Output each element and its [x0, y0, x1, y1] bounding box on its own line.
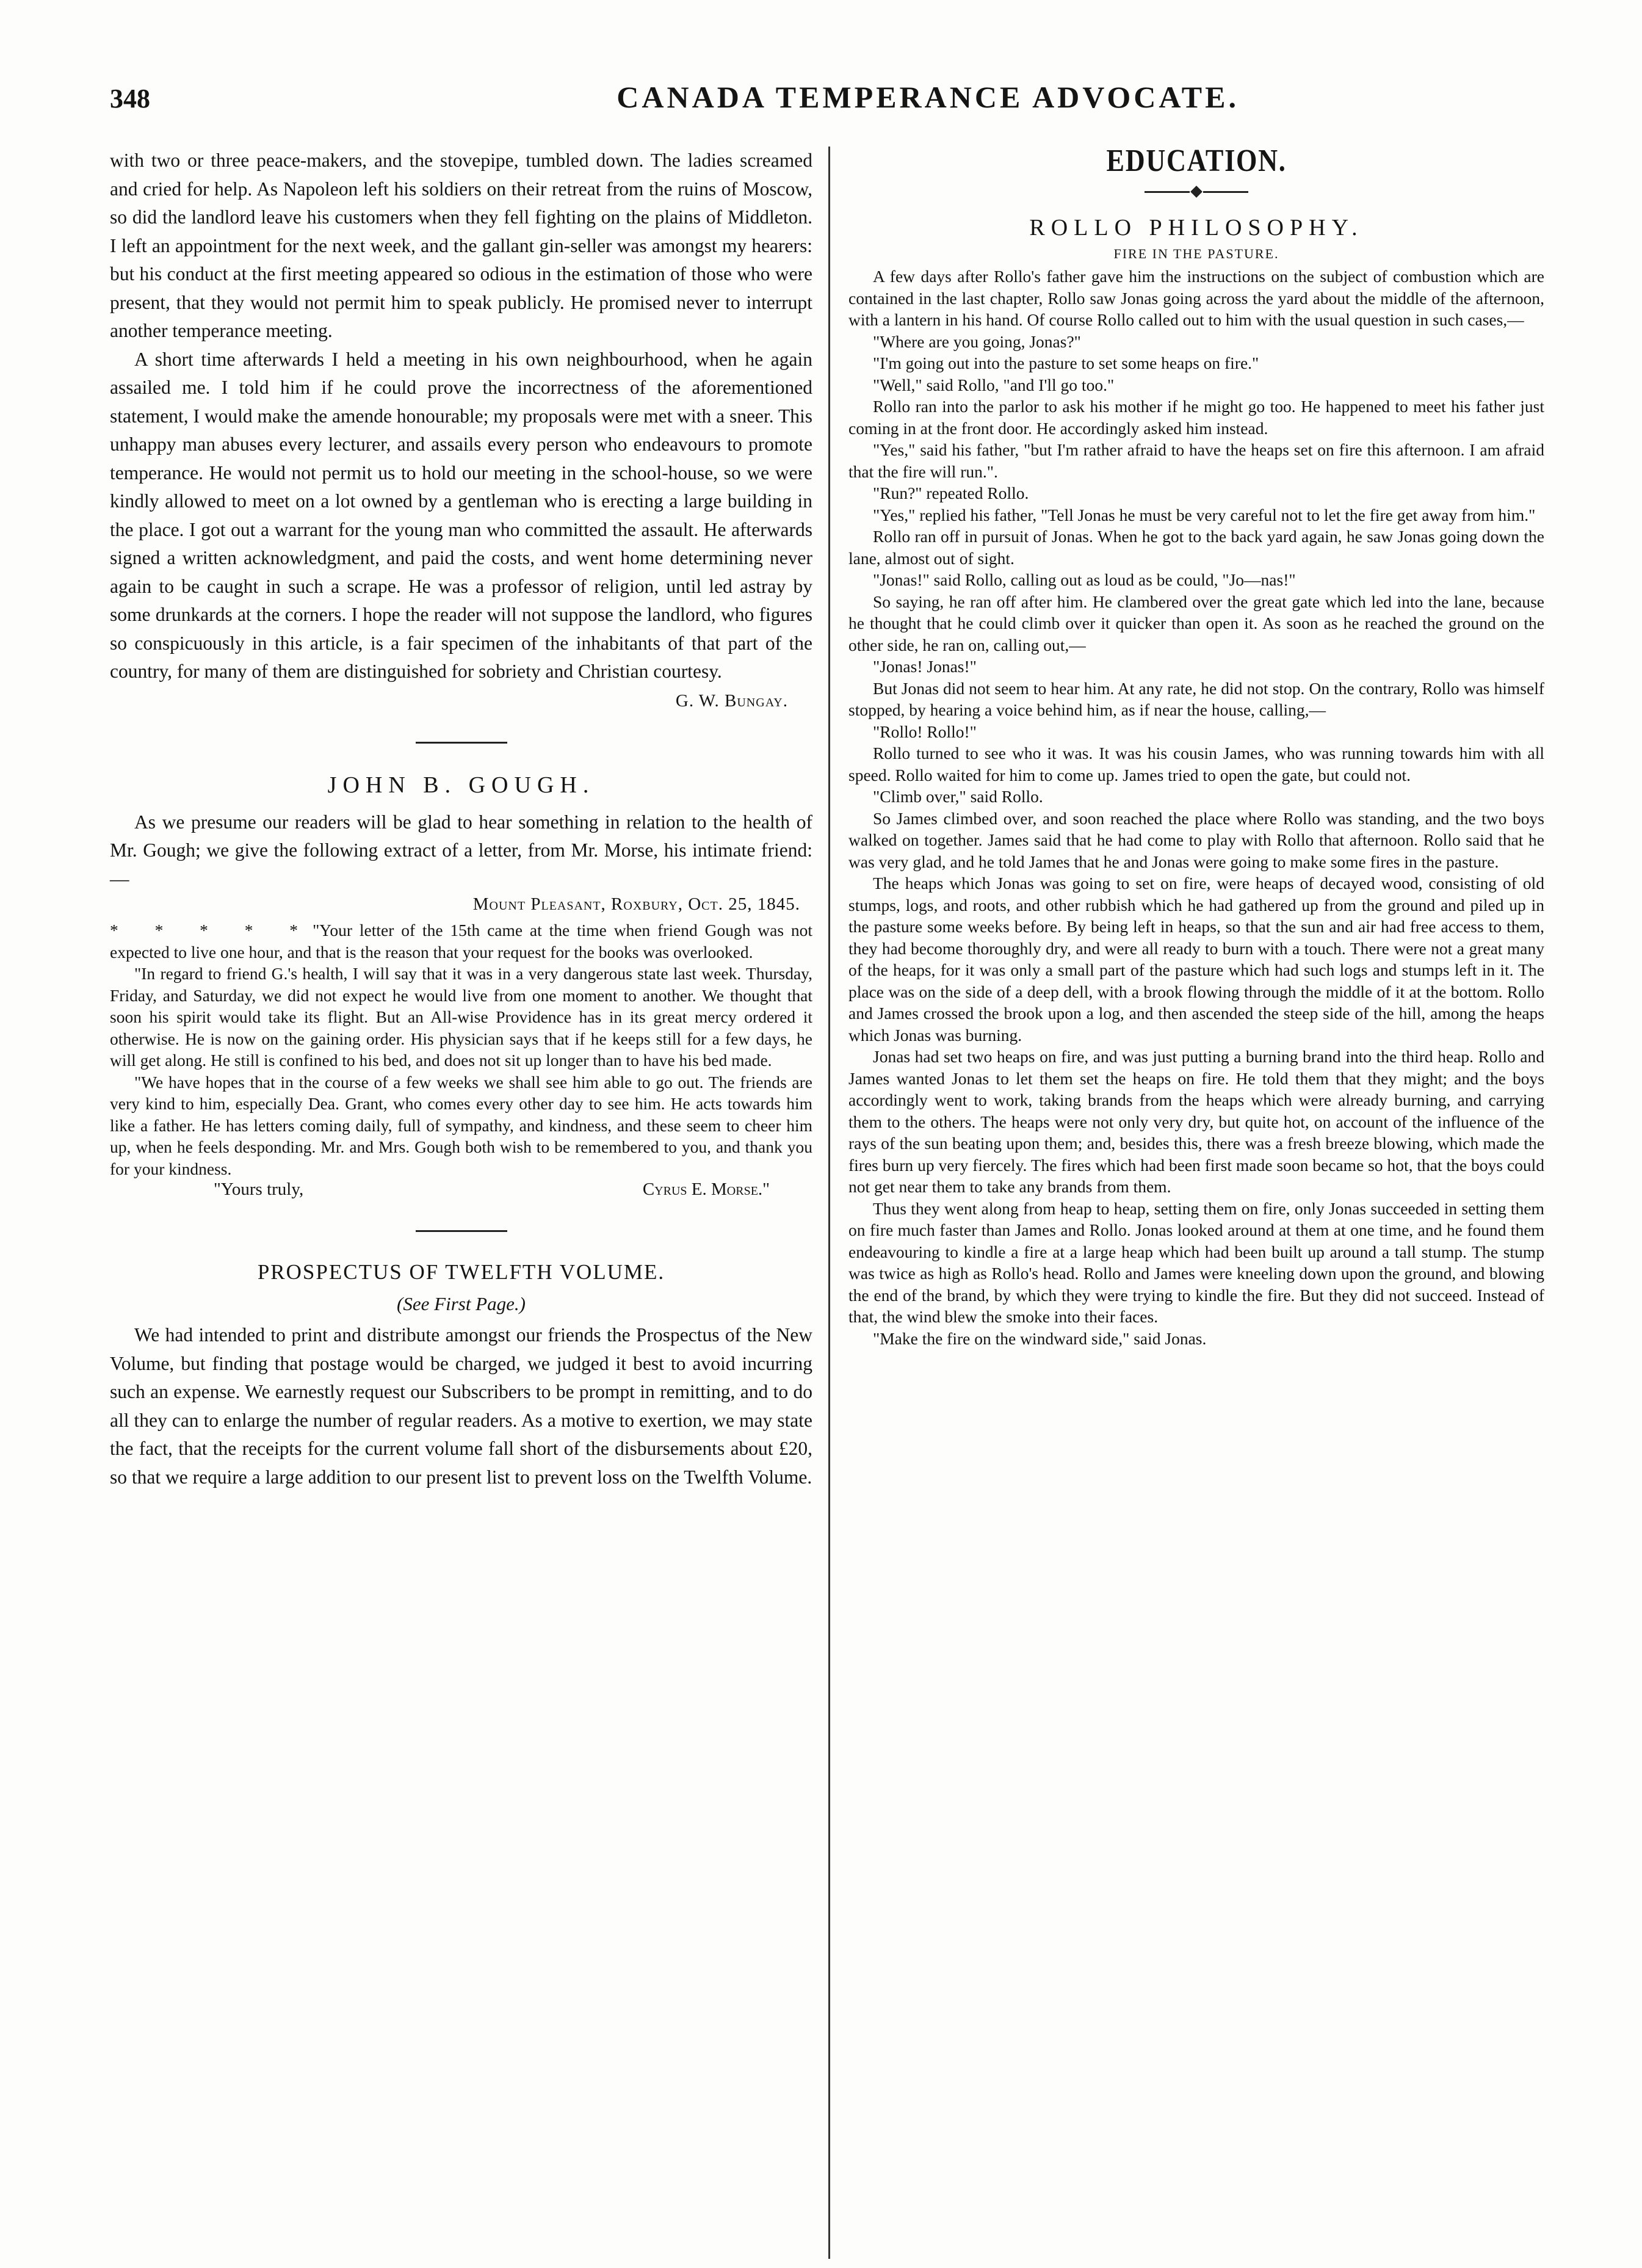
rollo-paragraph: The heaps which Jonas was going to set on fire, were heaps of decayed wood, consisting of old stumps, logs, and roots, and other rubbish which he had gathered up from the ground and piled up in the pasture some weeks before. By being left in heaps, so that the sun and air had free access to them, they had become thoroughly dry, and were all ready to burn with a touch. There were not a great many of the heaps, for it was only a small part of the pasture which had such logs and stumps left in it. The place was on the side of a deep dell, with a brook flowing through the middle of it at the bottom. Rollo and James crossed the brook upon a log, and then ascended the steep side of the hill, among the heaps which Jonas was burning.	[848, 874, 1544, 1045]
masthead: CANADA TEMPERANCE ADVOCATE.	[617, 80, 1239, 114]
bungay-paragraph: with two or three peace-makers, and the stovepipe, tumbled down. The ladies screamed and cried for help. As Napoleon left his soldiers on their retreat from the ruins of Moscow, so did the landlord leave his customers when they fell fighting on the plains of Middleton. I left an appointment for the next week, and the gallant gin-seller was amongst my hearers: but his conduct at the first meeting appeared so odious in the estimation of those who were present, that they would not permit him to speak publicly. He promised never to interrupt another temperance meeting.	[110, 150, 812, 341]
gough-letter	[110, 919, 812, 1179]
gough-closing: "Yours truly,	[214, 1179, 304, 1199]
prospectus-article	[110, 1260, 812, 1491]
rollo-paragraph: "Make the fire on the windward side," said Jonas.	[873, 1328, 1207, 1348]
gough-stars: * * * * *	[110, 921, 313, 940]
prospectus-body: We had intended to print and distribute amongst our friends the Prospectus of the New Volume, but finding that postage would be charged, we judged it best to avoid incurring such an expense. We earnestly request our Subscribers to be prompt in remitting, and to do all they can to enlarge the number of regular readers. As a motive to exertion, we may state the fact, that the receipts for the current volume fall short of the disbursements about £20, so that we require a large addition to our present list to prevent loss on the Twelfth Volume.	[110, 1324, 812, 1488]
rollo-paragraph: Rollo ran into the parlor to ask his mother if he might go too. He happened to meet his father just coming in at the front door. He accordingly asked him instead.	[848, 397, 1544, 438]
rollo-article-body	[848, 266, 1544, 1349]
gough-closing-line	[214, 1179, 770, 1200]
rollo-paragraph: But Jonas did not seem to hear him. At any rate, he did not stop. On the contrary, Rollo was himself stopped, by hearing a voice behind him, as if near the house, calling,—	[848, 678, 1544, 719]
prospectus-title: PROSPECTUS OF TWELFTH VOLUME.	[257, 1260, 665, 1284]
rollo-paragraph: "I'm going out into the pasture to set some heaps on fire."	[873, 353, 1259, 372]
page-header	[110, 79, 1544, 122]
gough-dateline: Mount Pleasant, Roxbury, Oct. 25, 1845.	[472, 894, 800, 914]
left-column	[110, 147, 830, 2259]
rollo-paragraph: Rollo turned to see who it was. It was his cousin James, who was running towards him with all speed. Rollo waited for him to come up. James tried to open the gate, but could not.	[848, 744, 1544, 784]
rollo-paragraph: "Where are you going, Jonas?"	[873, 332, 1081, 351]
rollo-paragraph: So James climbed over, and soon reached the place where Rollo was standing, and the two boys walked on together. James said that he had come to play with Rollo that afternoon. Rollo said that he was very glad, and he told James that he and Jonas were going to make some fires in the pasture.	[848, 808, 1544, 871]
article-subtitle: FIRE IN THE PASTURE.	[1113, 246, 1279, 261]
section-heading: EDUCATION.	[1106, 143, 1287, 178]
gough-intro: As we presume our readers will be glad to hear something in relation to the health of Mr. Gough; we give the following extract of a letter, from Mr. Morse, his intimate friend:—	[110, 811, 812, 889]
rollo-paragraph: A few days after Rollo's father gave him the instructions on the subject of combustion which are contained in the last chapter, Rollo saw Jonas going across the yard about the middle of the afternoon, with a lantern in his hand. Of course Rollo called out to him with the usual question in such cases,—	[848, 267, 1544, 329]
gough-article	[110, 772, 812, 1200]
bungay-article	[110, 147, 812, 711]
gough-letter-paragraph: "We have hopes that in the course of a few weeks we shall see him able to go out. The friends are very kind to him, especially Dea. Grant, who comes every other day to see him. He acts towards him like a father. He has letters coming daily, full of sympathy, and kindness, and these seem to cheer him up, when he feels desponding. Mr. and Mrs. Gough both wish to be remembered to you, and thank you for your kindness.	[110, 1072, 812, 1178]
rollo-paragraph: "Rollo! Rollo!"	[873, 722, 977, 741]
rollo-paragraph: Jonas had set two heaps on fire, and was just putting a burning brand into the third heap. Rollo and James wanted Jonas to let them set the heaps on fire. He told them that they might; and the boys accordingly went to work, taking brands from the heaps which were already burning, and carrying them to the others. The heaps were not only very dry, but quite hot, on account of the influence of the rays of the sun beating upon them; and, besides this, there was a fresh breeze blowing, which made the fires burn up very fiercely. The fires which had been first made soon became so hot, that the boys could not get near them to take any brands from them.	[848, 1047, 1544, 1196]
rollo-paragraph: "Run?" repeated Rollo.	[873, 484, 1029, 502]
gough-signature: Cyrus E. Morse."	[642, 1179, 770, 1199]
rollo-paragraph: Thus they went along from heap to heap, setting them on fire, only Jonas succeeded in setting them on fire much faster than James and Rollo. Jonas looked around at them at one time, and he found them endeavouring to kindle a fire at a large heap which had been built up around a tall stump. The stump was twice as high as Rollo's head. Rollo and James were kneeling down upon the ground, and blowing the end of the brand, by which they were trying to kindle the fire. But they did not succeed. Instead of that, the wind blew the smoke into their faces.	[848, 1198, 1544, 1326]
page-number: 348	[110, 84, 150, 114]
rollo-paragraph: "Jonas! Jonas!"	[873, 657, 977, 676]
rollo-paragraph: So saying, he ran off after him. He clambered over the great gate which led into the lane, because he thought that he could climb over it quicker than open it. As soon as he reached the ground on the other side, he ran on, calling out,—	[848, 592, 1544, 654]
article-title: ROLLO PHILOSOPHY.	[1029, 215, 1364, 241]
rollo-paragraph: Rollo ran off in pursuit of Jonas. When he got to the back yard again, he saw Jonas going down the lane, almost out of sight.	[848, 527, 1544, 568]
gough-title: JOHN B. GOUGH.	[327, 772, 595, 798]
rollo-paragraph: "Yes," replied his father, "Tell Jonas he must be very careful not to let the fire get away from him."	[873, 505, 1536, 524]
columns	[110, 143, 1544, 2259]
gough-letter-paragraph: "In regard to friend G.'s health, I will say that it was in a very dangerous state last week. Thursday, Friday, and Saturday, we did not expect he would live from one moment to another. We thought that soon his spirit would take its flight. But an All-wise Providence has in its great mercy ordered it otherwise. He is now on the gaining order. His physician says that if he keeps still for a few days, he will get along. He still is confined to his bed, and does not sit up longer than to have his bed made.	[110, 964, 812, 1070]
rollo-paragraph: "Jonas!" said Rollo, calling out as loud as be could, "Jo—nas!"	[873, 570, 1296, 589]
rollo-paragraph: "Well," said Rollo, "and I'll go too."	[873, 375, 1115, 394]
rollo-paragraph: "Climb over," said Rollo.	[873, 787, 1043, 806]
section-rule	[416, 742, 507, 744]
section-rule	[416, 1230, 507, 1232]
right-column	[830, 143, 1544, 2259]
diamond-ornament-icon	[1190, 186, 1203, 198]
prospectus-see-first: (See First Page.)	[397, 1293, 526, 1314]
rollo-paragraph: "Yes," said his father, "but I'm rather afraid to have the heaps set on fire this afternoon. I am afraid that the fire will run.".	[848, 440, 1544, 481]
gough-letter-paragraph: "Your letter of the 15th came at the time when friend Gough was not expected to live one hour, and that is the reason that your request for the books was overlooked.	[110, 921, 813, 962]
bungay-signature: G. W. Bungay.	[675, 690, 788, 711]
bungay-paragraph: A short time afterwards I held a meeting in his own neighbourhood, when he again assailed me. I told him if he could prove the incorrectness of the aforementioned statement, I would make the amende honourable; my proposals were met with a sneer. This unhappy man abuses every lecturer, and assails every person who endeavours to promote temperance. He would not permit us to hold our meeting in the school-house, so we were kindly allowed to meet on a lot owned by a gentleman who is erecting a large building in the place. I got out a warrant for the young man who committed the assault. He afterwards signed a written acknowledgment, and paid the costs, and went home determining never again to be caught in such a scrape. He was a professor of religion, until led astray by some drunkards at the corners. I hope the reader will not suppose the landlord, who figures so conspicuously in this article, is a fair specimen of the inhabitants of that part of the country, for many of them are distinguished for sobriety and Christian courtesy.	[110, 348, 812, 682]
diamond-rule	[1145, 187, 1248, 196]
